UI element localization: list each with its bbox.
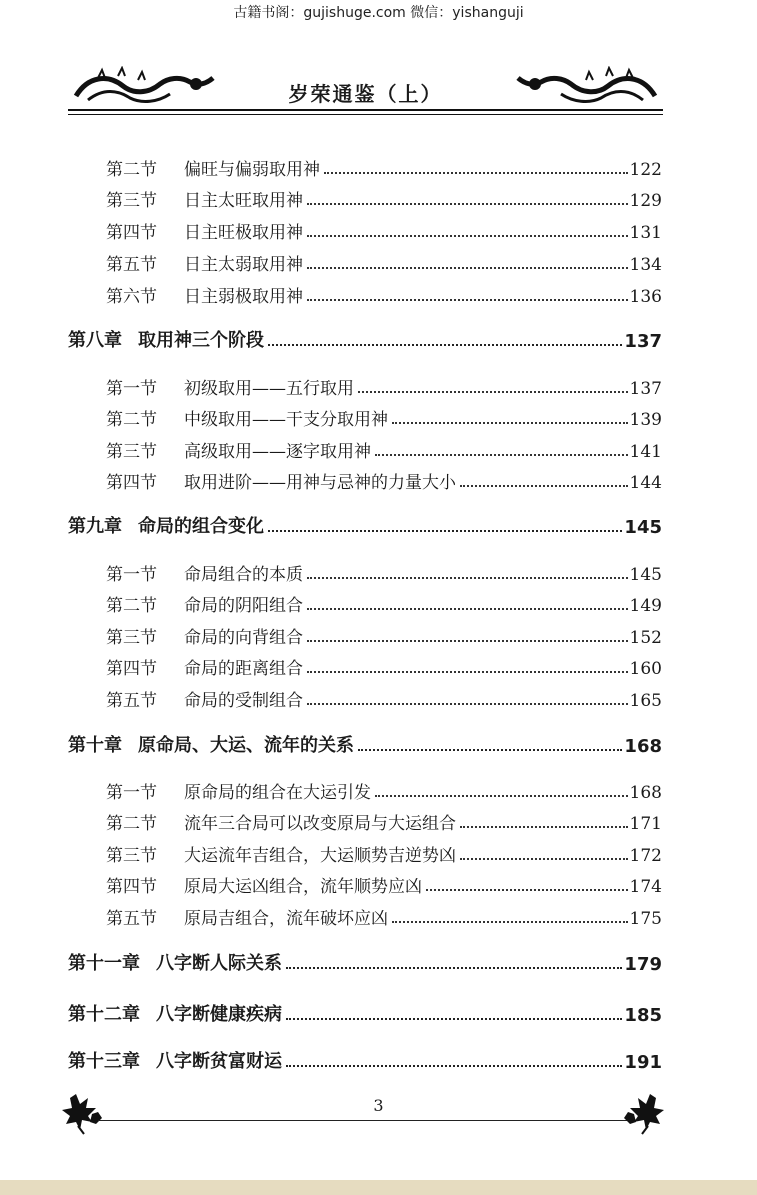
page-ref: 179 [624,954,662,975]
toc-entry[interactable] [106,436,662,462]
section-title: 日主太旺取用神 [184,191,303,211]
section-label: 第四节 [106,877,157,897]
page-ref: 129 [629,191,662,211]
section-label: 第一节 [106,379,157,399]
leader-dots [307,640,628,642]
toc-chapter[interactable] [68,731,662,757]
page-ref: 136 [629,287,662,307]
section-title: 日主弱极取用神 [184,287,303,307]
leader-dots [307,299,628,301]
section-title: 命局的受制组合 [184,691,303,711]
page-ref: 165 [629,691,662,711]
section-label: 第六节 [106,287,157,307]
chapter-label: 第十章 [68,735,122,756]
leader-dots [307,235,628,237]
section-label: 第五节 [106,691,157,711]
leader-dots [324,172,628,174]
toc-entry[interactable] [106,840,662,866]
toc-entry[interactable] [106,373,662,399]
toc-chapter[interactable] [68,512,662,538]
toc-entry[interactable] [106,185,662,211]
section-label: 第二节 [106,814,157,834]
section-label: 第三节 [106,442,157,462]
footer-rule [98,1120,628,1121]
section-label: 第一节 [106,565,157,585]
section-title: 取用进阶——用神与忌神的力量大小 [184,473,456,493]
toc-entry[interactable] [106,871,662,897]
section-label: 第五节 [106,909,157,929]
section-label: 第四节 [106,223,157,243]
toc-chapter[interactable] [68,949,662,975]
leader-dots [268,344,622,346]
toc-chapter[interactable] [68,326,662,352]
leader-dots [426,889,628,891]
page-ref: 171 [629,814,662,834]
section-title: 原局大运凶组合，流年顺势应凶 [184,877,422,897]
section-title: 原局吉组合，流年破坏应凶 [184,909,388,929]
toc-entry[interactable] [106,653,662,679]
toc-entry[interactable] [106,467,662,493]
toc-entry[interactable] [106,903,662,929]
toc-entry[interactable] [106,249,662,275]
section-title: 命局的距离组合 [184,659,303,679]
dragon-icon [513,66,663,110]
page-ref: 137 [624,331,662,352]
toc-entry[interactable] [106,154,662,180]
section-label: 第二节 [106,160,157,180]
chapter-label: 第十二章 [68,1004,140,1025]
leader-dots [307,671,628,673]
section-title: 初级取用——五行取用 [184,379,354,399]
header-rule [68,109,663,111]
toc-entry[interactable] [106,590,662,616]
section-label: 第二节 [106,410,157,430]
chapter-title: 取用神三个阶段 [138,330,264,351]
page-ref: 134 [629,255,662,275]
toc-chapter[interactable] [68,1047,662,1073]
page-ref: 139 [629,410,662,430]
leader-dots [307,577,628,579]
page-ref: 152 [629,628,662,648]
page-ref: 145 [629,565,662,585]
page-ref: 131 [629,223,662,243]
section-label: 第四节 [106,473,157,493]
section-title: 偏旺与偏弱取用神 [184,160,320,180]
section-title: 中级取用——干支分取用神 [184,410,388,430]
leader-dots [307,703,628,705]
leader-dots [268,530,622,532]
leader-dots [307,203,628,205]
header-rule-thin [68,114,663,115]
page-ref: 160 [629,659,662,679]
page-ref: 185 [624,1005,662,1026]
chapter-label: 第十一章 [68,953,140,974]
chapter-label: 第九章 [68,516,122,537]
scan-edge [0,1180,757,1195]
page-ref: 145 [624,517,662,538]
leader-dots [286,1018,622,1020]
section-label: 第三节 [106,846,157,866]
page-ref: 175 [629,909,662,929]
page-ref: 141 [629,442,662,462]
page-ref: 172 [629,846,662,866]
toc-entry[interactable] [106,404,662,430]
leader-dots [286,1065,622,1067]
chapter-title: 命局的组合变化 [138,516,264,537]
book-title: 岁荣通鉴（上） [288,82,443,106]
section-label: 第三节 [106,191,157,211]
section-title: 大运流年吉组合，大运顺势吉逆势凶 [184,846,456,866]
page-ref: 122 [629,160,662,180]
leader-dots [307,608,628,610]
toc-chapter[interactable] [68,1000,662,1026]
page-number: 3 [373,1096,384,1115]
section-title: 命局组合的本质 [184,565,303,585]
toc-entry[interactable] [106,281,662,307]
section-title: 命局的向背组合 [184,628,303,648]
page-ref: 137 [629,379,662,399]
chapter-title: 八字断健康疾病 [156,1004,282,1025]
leader-dots [375,454,628,456]
page-ref: 191 [624,1052,662,1073]
page-ref: 168 [624,736,662,757]
toc-entry[interactable] [106,685,662,711]
chapter-label: 第十三章 [68,1051,140,1072]
page-ref: 168 [629,783,662,803]
toc-entry[interactable] [106,808,662,834]
page-ref: 149 [629,596,662,616]
watermark: 古籍书阁：gujishuge.com 微信：yishanguji [233,5,524,21]
section-title: 原命局的组合在大运引发 [184,783,371,803]
toc-entry[interactable] [106,559,662,585]
section-title: 日主旺极取用神 [184,223,303,243]
section-title: 流年三合局可以改变原局与大运组合 [184,814,456,834]
leader-dots [307,267,628,269]
section-label: 第四节 [106,659,157,679]
section-title: 日主太弱取用神 [184,255,303,275]
leader-dots [392,921,628,923]
toc-entry[interactable] [106,217,662,243]
section-label: 第一节 [106,783,157,803]
chapter-title: 八字断人际关系 [156,953,282,974]
leader-dots [460,826,628,828]
page-ref: 144 [629,473,662,493]
section-label: 第三节 [106,628,157,648]
section-title: 命局的阴阳组合 [184,596,303,616]
leader-dots [358,391,628,393]
leader-dots [460,858,628,860]
section-label: 第二节 [106,596,157,616]
leader-dots [392,422,628,424]
toc-entry[interactable] [106,622,662,648]
leader-dots [460,485,628,487]
leader-dots [358,749,622,751]
section-title: 高级取用——逐字取用神 [184,442,371,462]
page-header [68,66,663,116]
chapter-title: 八字断贫富财运 [156,1051,282,1072]
chapter-title: 原命局、大运、流年的关系 [138,735,354,756]
page-ref: 174 [629,877,662,897]
leader-dots [375,795,628,797]
chapter-label: 第八章 [68,330,122,351]
toc-entry[interactable] [106,777,662,803]
section-label: 第五节 [106,255,157,275]
leader-dots [286,967,622,969]
